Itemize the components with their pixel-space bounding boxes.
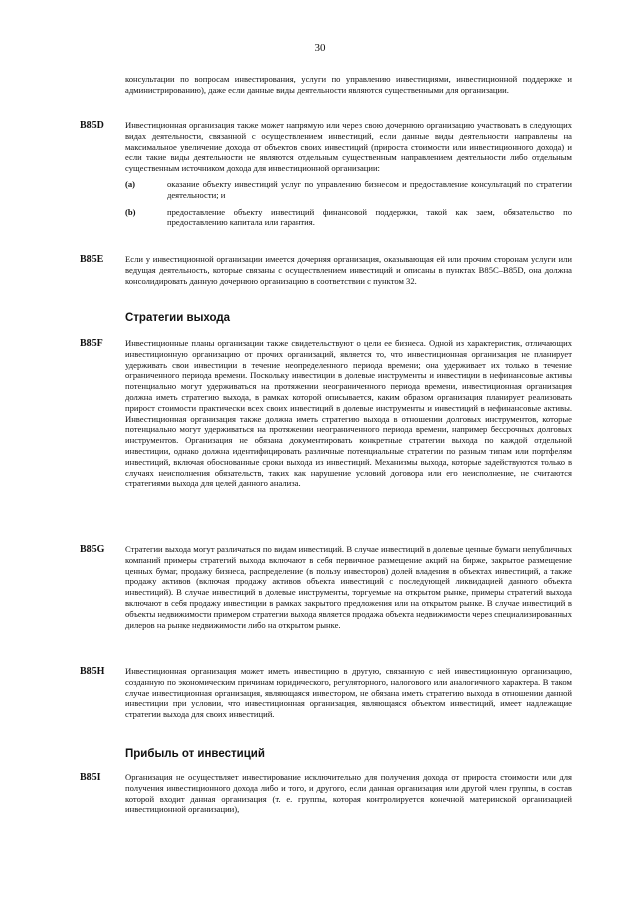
- page-number: 30: [314, 42, 326, 54]
- paragraph-text: консультации по вопросам инвестирования, услуги по управлению инвестициями, инвестиционной поддержке и администрированию), даже если данные виды деятельности являются существенными для организации.: [125, 74, 572, 95]
- paragraph-text: Если у инвестиционной организации имеется дочерняя организация, оказывающая ей или прочим сторонам услуги или ведущая деятельность, которые связаны с осуществлением инвестиций и описаны в пунктах B85C–B85D, она должна консолидировать данную дочернюю организацию в соответствии с пунктом 32.: [125, 254, 572, 286]
- list-item-label: (a): [125, 178, 136, 189]
- paragraph-b85g: [80, 544, 572, 630]
- paragraph-b85e: [80, 254, 572, 286]
- sub-item-list: [125, 179, 572, 228]
- paragraph-number: B85F: [80, 338, 103, 349]
- section-heading-exit-strategies: Стратегии выхода: [125, 312, 231, 324]
- paragraph-text: Стратегии выхода могут различаться по видам инвестиций. В случае инвестиций в долевые ценные бумаги непубличных компаний примеры стратегий выхода включают в себя первичное размещение акций на бирже, закрытое размещение ценных бумаг, продажу бизнеса, распределение (в пользу инвесторов) долей владения в объектах инвестиций, а также продажу активов (включая продажу активов объекта инвестиций с последующей ликвидацией данного объекта инвестиций). В случае инвестиций в долевые инструменты, торгуемые на открытом рынке, примеры стратегий выхода включают в себя продажу инвестиции в рамках закрытого предложения или на открытом рынке. В случае инвестиций в объекты недвижимости примером стратегии выхода является продажа объекта недвижимости через специализированных дилеров на рынке недвижимости либо на открытом рынке.: [125, 544, 572, 630]
- paragraph-number: B85I: [80, 772, 101, 783]
- paragraph-text: Инвестиционная организация также может напрямую или через свою дочернюю организацию участвовать в следующих видах деятельности, связанной с осуществлением инвестиций, если данные виды деятельности направлены на максимальное увеличение дохода от объектов своих инвестиций (прироста стоимости или инвестиционного дохода) и если такие виды деятельности не являются отдельным существенным направлением деятельности либо отдельным существенным источником дохода для инвестиционной организации:: [125, 120, 572, 174]
- section-heading-investment-income: Прибыль от инвестиций: [125, 748, 265, 760]
- paragraph-b85d: [80, 120, 572, 234]
- paragraph-number: B85G: [80, 544, 105, 555]
- list-item-text: оказание объекту инвестиций услуг по управлению бизнесом и предоставление консультаций по стратегии деятельности; и: [167, 178, 572, 200]
- paragraph-number: B85D: [80, 120, 104, 131]
- paragraph-b85f: [80, 338, 572, 489]
- paragraph-b85h: [80, 666, 572, 720]
- paragraph-number: B85H: [80, 666, 105, 677]
- paragraph-number: B85E: [80, 254, 104, 265]
- list-item-text: предоставление объекту инвестиций финансовой поддержки, такой как заем, обязательство по предоставлению капитала или гарантия.: [167, 206, 572, 228]
- list-item: [125, 207, 572, 229]
- paragraph-text: Организация не осуществляет инвестирование исключительно для получения дохода от прироста стоимости или для получения инвестиционного дохода либо и того, и другого, если данная организация или другой член группы, в состав которой входит данная организация (т. е. группы, которая контролируется конечной материнской организацией инвестиционной организации),: [125, 772, 572, 815]
- paragraph-text: Инвестиционные планы организации также свидетельствуют о цели ее бизнеса. Одной из характеристик, отличающих инвестиционную организацию от прочих организаций, является то, что инвестиционная организация не планирует удерживать свои инвестиции в течение неопределенного периода времени; она удерживает их только в течение ограниченного периода времени. Поскольку инвестиции в долевые инструменты и инвестиции в нефинансовые активы потенциально могут удерживаться на протяжении неограниченного периода времени, инвестиционная организация должна иметь стратегию выхода, в рамках которой описывается, каким образом организация планирует реализовать прирост стоимости практически всех своих инвестиций в долевые инструменты и инвестиций в нефинансовые активы. Инвестиционная организация также должна иметь стратегию выхода в отношении долговых инструментов, которые потенциально могут удерживаться на протяжении неограниченного периода времени, например бессрочных долговых инструментов. Организация не обязана документировать конкретные стратегии выхода по каждой отдельной инвестиции, однако должна идентифицировать различные потенциальные стратегии по разным типам или портфелям инвестиций, включая обоснованные сроки выхода из инвестиций. Механизмы выхода, которые задействуются только в случаях неисполнения обязательств, таких как нарушение условий договора или его неисполнение, не считаются стратегиями выхода для целей данного анализа.: [125, 338, 572, 489]
- list-item: [125, 179, 572, 201]
- list-item-label: (b): [125, 206, 136, 217]
- continuation-paragraph: [80, 74, 572, 96]
- paragraph-b85i: [80, 772, 572, 815]
- paragraph-text: Инвестиционная организация может иметь инвестицию в другую, связанную с ней инвестиционную организацию, созданную по экономическим причинам юридического, регуляторного, налогового или аналогичного характера. В таком случае инвестиционная организация, являющаяся инвестором, не обязана иметь стратегию выхода в отношении данной инвестиции при условии, что инвестиционная организация, являющаяся объектом инвестиций, имеет надлежащие стратегии выхода для своих инвестиций.: [125, 666, 572, 720]
